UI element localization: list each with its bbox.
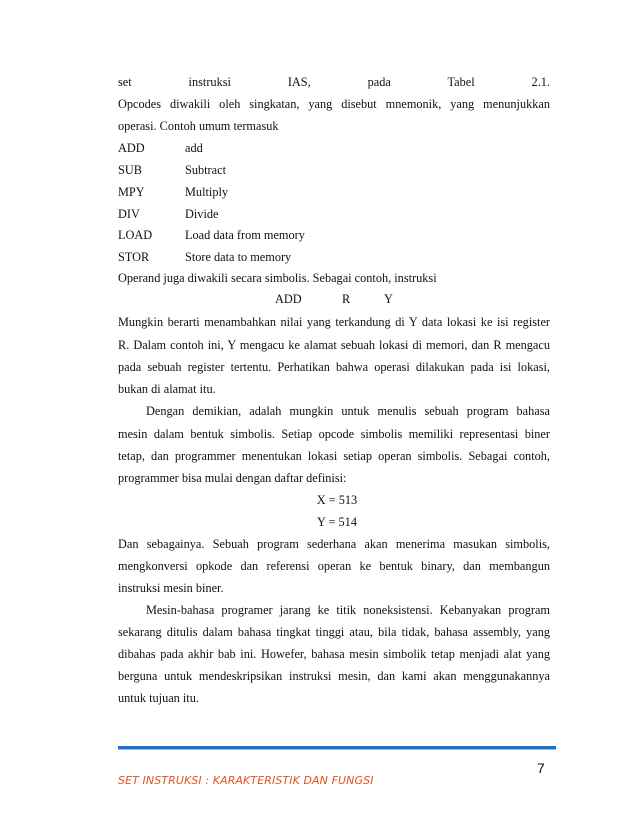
paragraph-line: Opcodes diwakili oleh singkatan, yang disebut mnemonik, yang menunjukkan — [118, 97, 550, 111]
paragraph-line: R. Dalam contoh ini, Y mengacu ke alamat sebuah lokasi di memori, dan R mengacu — [118, 338, 550, 352]
paragraph-line: Dan sebagainya. Sebuah program sederhana akan menerima masukan simbolis, — [118, 537, 550, 551]
paragraph-line: mesin dalam bentuk simbolis. Setiap opcode simbolis memiliki representasi biner — [118, 427, 550, 441]
paragraph-line: Operand juga diwakili secara simbolis. Sebagai contoh, instruksi — [118, 271, 437, 285]
footer-divider — [118, 746, 556, 750]
footer-title: SET INSTRUKSI : KARAKTERISTIK DAN FUNGSI — [118, 774, 374, 787]
opcode-description: Multiply — [185, 185, 229, 199]
paragraph-line: dibahas pada akhir bab ini. Howefer, bahasa mesin simbolik tetap menjadi alat yang — [118, 647, 550, 661]
paragraph-line: programmer bisa mulai dengan daftar definisi: — [118, 471, 347, 485]
opcode-mnemonic: STOR — [118, 250, 150, 264]
opcode-row — [118, 141, 203, 155]
example-register: R — [342, 292, 351, 306]
paragraph-line: set instruksi IAS, pada Tabel 2.1. — [118, 75, 550, 89]
opcode-description: add — [185, 141, 203, 155]
opcode-mnemonic: ADD — [118, 141, 145, 155]
paragraph-line: mengkonversi opkode dan referensi operan ke bentuk binary, dan membangun — [118, 559, 550, 573]
definition-x: X = 513 — [316, 493, 358, 507]
example-address: Y — [384, 292, 393, 306]
opcode-row — [118, 250, 291, 264]
paragraph-line: Dengan demikian, adalah mungkin untuk menulis sebuah program bahasa — [146, 404, 550, 418]
page-number: 7 — [537, 760, 545, 776]
definition-y: Y = 514 — [317, 515, 357, 529]
paragraph-line: instruksi mesin biner. — [118, 581, 224, 595]
paragraph-line: bukan di alamat itu. — [118, 382, 216, 396]
example-opcode: ADD — [275, 292, 302, 306]
opcode-mnemonic: SUB — [118, 163, 142, 177]
opcode-row — [118, 228, 305, 242]
opcode-mnemonic: MPY — [118, 185, 145, 199]
opcode-mnemonic: DIV — [118, 207, 140, 221]
opcode-row — [118, 185, 228, 199]
opcode-description: Load data from memory — [185, 228, 305, 242]
opcode-description: Subtract — [185, 163, 226, 177]
opcode-row — [118, 163, 226, 177]
opcode-description: Store data to memory — [185, 250, 292, 264]
paragraph-line: operasi. Contoh umum termasuk — [118, 119, 279, 133]
opcode-mnemonic: LOAD — [118, 228, 153, 242]
paragraph-line: sekarang ditulis dalam bahasa tingkat tinggi atau, bila tidak, bahasa assembly, yang — [118, 625, 550, 639]
paragraph-line: pada sebuah register tertentu. Perhatikan bahwa operasi dilakukan pada isi lokasi, — [118, 360, 550, 374]
opcode-row — [118, 207, 218, 221]
paragraph-line: Mesin-bahasa programer jarang ke titik noneksistensi. Kebanyakan program — [146, 603, 550, 617]
paragraph-line: Mungkin berarti menambahkan nilai yang terkandung di Y data lokasi ke isi register — [118, 315, 550, 329]
paragraph-line: berguna untuk mendeskripsikan instruksi mesin, dan kami akan menggunakannya — [118, 669, 550, 683]
paragraph-line: untuk tujuan itu. — [118, 691, 199, 705]
paragraph-line: tetap, dan programmer menentukan lokasi setiap operan simbolis. Sebagai contoh, — [118, 449, 550, 463]
opcode-description: Divide — [185, 207, 219, 221]
